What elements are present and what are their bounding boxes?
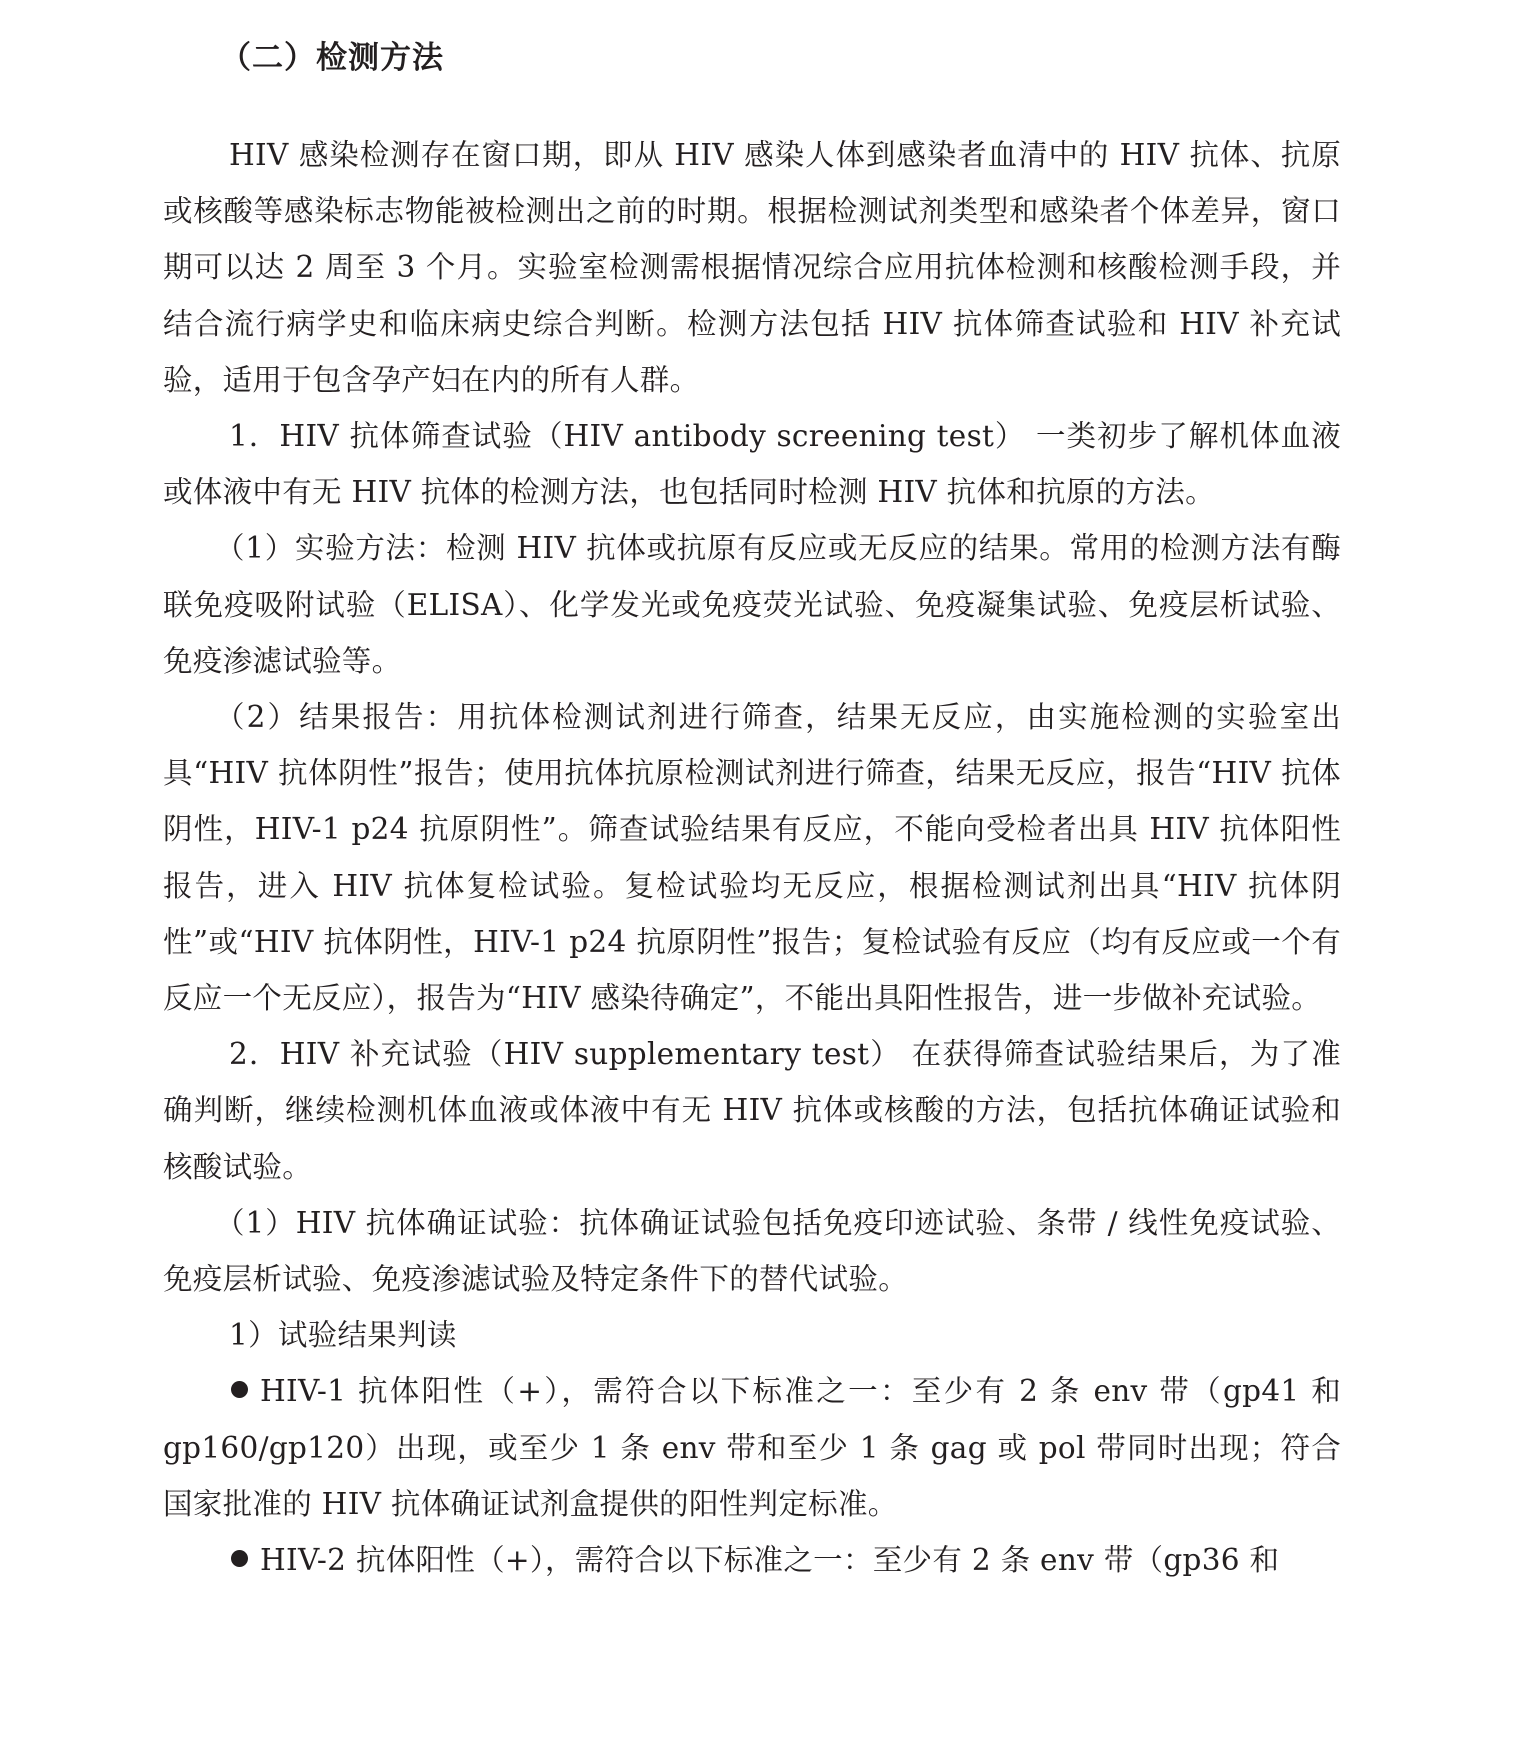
antibody-confirmation-paragraph: （1）HIV 抗体确证试验：抗体确证试验包括免疫印迹试验、条带 / 线性免疫试验、免疫层析试验、免疫渗滤试验及特定条件下的替代试验。 bbox=[163, 1205, 1341, 1297]
hiv1-positive-text: HIV-1 抗体阳性（+），需符合以下标准之一：至少有 2 条 env 带（gp41 和 gp160/gp120）出现，或至少 1 条 env 带和至少 1 条 gag 或 pol 带同时出现；符合国家批准的 HIV 抗体确证试剂盒提供的阳性判定标准。 bbox=[163, 1374, 1341, 1521]
hiv2-positive-item bbox=[163, 1532, 1341, 1588]
bullet-icon bbox=[231, 1550, 248, 1567]
intro-paragraph: HIV 感染检测存在窗口期，即从 HIV 感染人体到感染者血清中的 HIV 抗体、抗原或核酸等感染标志物能被检测出之前的时期。根据检测试剂类型和感染者个体差异，窗口期可以达 2 周至 3 个月。实验室检测需根据情况综合应用抗体检测和核酸检测手段，并结合流行病学史和临床病史综合判断。检测方法包括 HIV 抗体筛查试验和 HIV 补充试验，适用于包含孕产妇在内的所有人群。 bbox=[163, 138, 1341, 397]
screening-method-paragraph: （1）实验方法：检测 HIV 抗体或抗原有反应或无反应的结果。常用的检测方法有酶联免疫吸附试验（ELISA）、化学发光或免疫荧光试验、免疫凝集试验、免疫层析试验、免疫渗滤试验等。 bbox=[163, 531, 1341, 678]
hiv1-positive-item bbox=[163, 1363, 1341, 1532]
screening-report-paragraph: （2）结果报告：用抗体检测试剂进行筛查，结果无反应，由实施检测的实验室出具“HIV 抗体阴性”报告；使用抗体抗原检测试剂进行筛查，结果无反应，报告“HIV 抗体阴性，HIV-1 p24 抗原阴性”。筛查试验结果有反应，不能向受检者出具 HIV 抗体阳性报告，进入 HIV 抗体复检试验。复检试验均无反应，根据检测试剂出具“HIV 抗体阴性”或“HIV 抗体阴性，HIV-1 p24 抗原阴性”报告；复检试验有反应（均有反应或一个有反应一个无反应），报告为“HIV 感染待确定”，不能出具阳性报告，进一步做补充试验。 bbox=[163, 700, 1341, 1016]
supplementary-test-paragraph: 2．HIV 补充试验（HIV supplementary test） 在获得筛查试验结果后，为了准确判断，继续检测机体血液或体液中有无 HIV 抗体或核酸的方法，包括抗体确证试验和核酸试验。 bbox=[163, 1037, 1341, 1184]
hiv2-positive-text: HIV-2 抗体阳性（+），需符合以下标准之一：至少有 2 条 env 带（gp36 和 bbox=[260, 1543, 1280, 1578]
section-heading: （二）检测方法 bbox=[220, 40, 444, 76]
document-page bbox=[163, 32, 1341, 1588]
result-reading-heading: 1）试验结果判读 bbox=[229, 1318, 457, 1353]
bullet-icon bbox=[231, 1381, 248, 1398]
screening-test-paragraph: 1．HIV 抗体筛查试验（HIV antibody screening test） 一类初步了解机体血液或体液中有无 HIV 抗体的检测方法，也包括同时检测 HIV 抗体和抗原的方法。 bbox=[163, 419, 1341, 510]
